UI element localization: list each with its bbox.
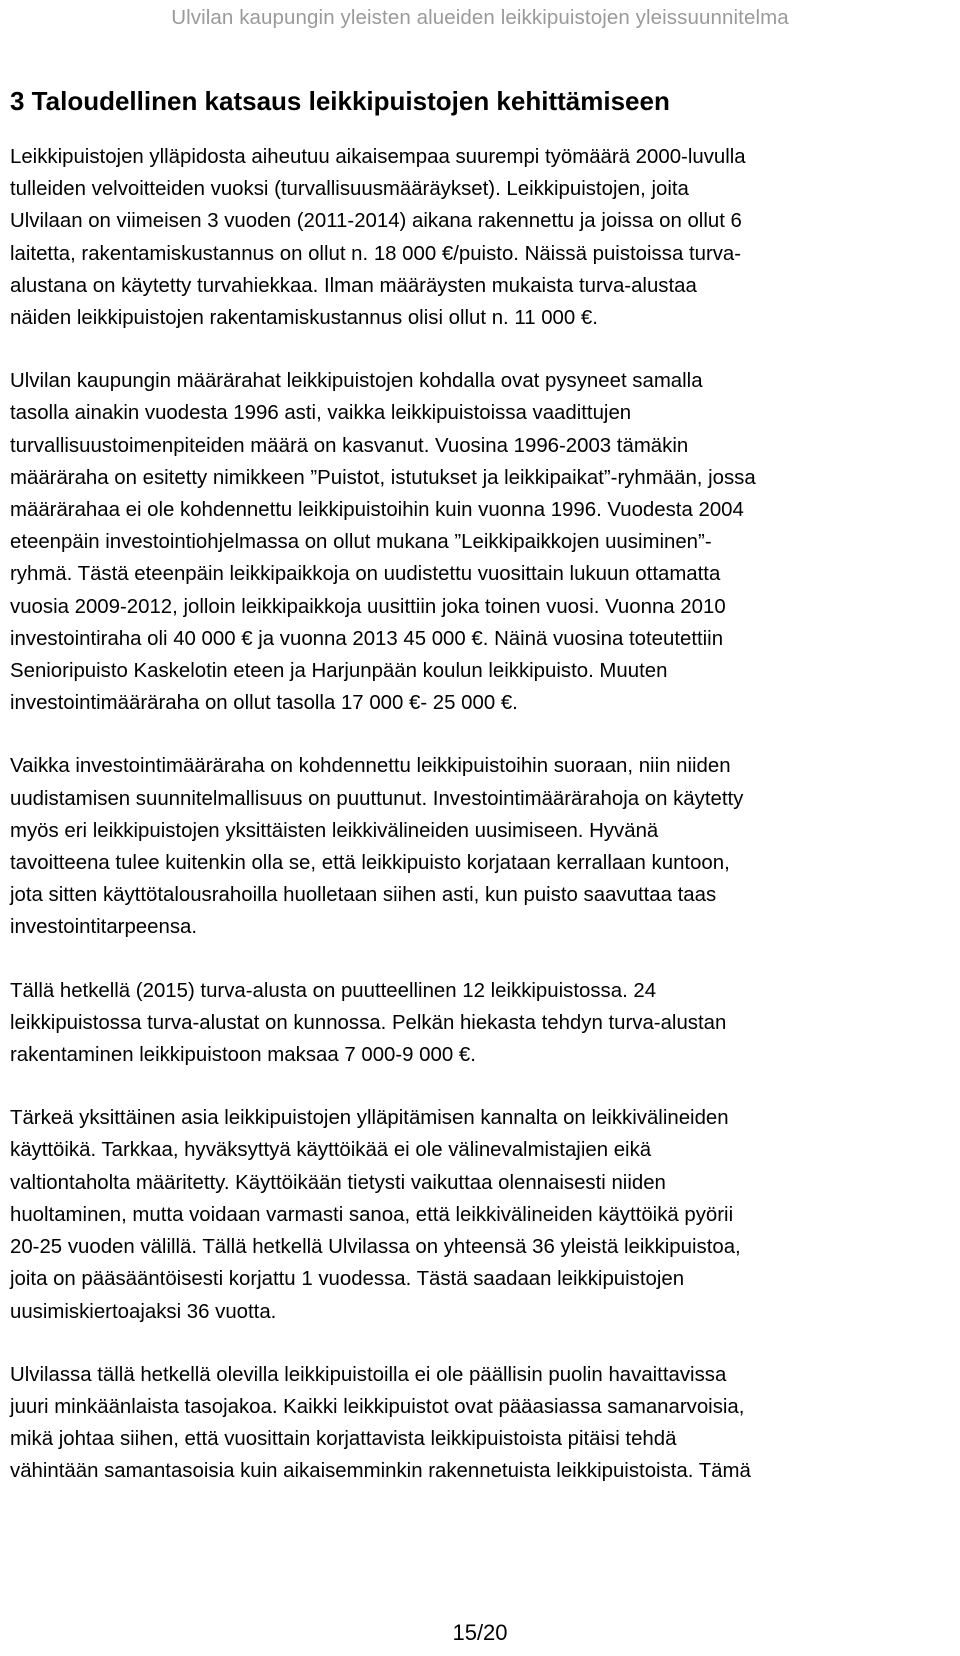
text-line: Ulvilaan on viimeisen 3 vuoden (2011-2014) aikana rakennettu ja joissa on ollut 6 [10, 210, 742, 233]
text-line: Leikkipuistojen ylläpidosta aiheutuu aikaisempaa suurempi työmäärä 2000-luvulla [10, 146, 746, 168]
text-line: huoltaminen, mutta voidaan varmasti sanoa, että leikkivälineiden käyttöikä pyörii [10, 1203, 734, 1226]
text-line: Tärkeä yksittäinen asia leikkipuistojen ylläpitämisen kannalta on leikkivälineiden [10, 1107, 729, 1130]
text-line: käyttöikä. Tarkkaa, hyväksyttyä käyttöikää ei ole välinevalmistajien eikä [10, 1139, 652, 1162]
paragraph [10, 1359, 950, 1488]
paragraph [10, 750, 950, 943]
text-line: juuri minkäänlaista tasojakoa. Kaikki leikkipuistot ovat pääasiassa samanarvoisia, [10, 1395, 745, 1418]
text-line: investointitarpeensa. [10, 916, 198, 939]
text-line: Vaikka investointimääräraha on kohdennettu leikkipuistoihin suoraan, niin niiden [10, 755, 731, 778]
text-line: näiden leikkipuistojen rakentamiskustannus olisi ollut n. 11 000 €. [10, 307, 598, 330]
text-line: rakentaminen leikkipuistoon maksaa 7 000-9 000 €. [10, 1044, 476, 1067]
text-line: eteenpäin investointiohjelmassa on ollut mukana ”Leikkipaikkojen uusiminen”- [10, 531, 712, 554]
text-line: laitetta, rakentamiskustannus on ollut n. 18 000 €/puisto. Näissä puistoissa turva- [10, 242, 742, 265]
text-line: vuosia 2009-2012, jolloin leikkipaikkoja uusittiin joka toinen vuosi. Vuonna 2010 [10, 595, 726, 618]
text-line: jota sitten käyttötalousrahoilla huolletaan siihen asti, kun puisto saavuttaa taas [10, 884, 717, 907]
paragraph [10, 365, 950, 719]
text-line: turvallisuustoimenpiteiden määrä on kasvanut. Vuosina 1996-2003 tämäkin [10, 434, 689, 457]
page-number: 15/20 [452, 1620, 508, 1645]
text-line: Ulvilassa tällä hetkellä olevilla leikkipuistoilla ei ole päällisin puolin havaittavissa [10, 1363, 727, 1386]
text-line: uudistamisen suunnitelmallisuus on puuttunut. Investointimäärärahoja on käytetty [10, 787, 744, 810]
text-line: määrärahaa ei ole kohdennettu leikkipuistoihin kuin vuonna 1996. Vuodesta 2004 [10, 499, 744, 522]
text-line: mikä johtaa siihen, että vuosittain korjattavista leikkipuistoista pitäisi tehdä [10, 1428, 677, 1451]
text-line: alustana on käytetty turvahiekkaa. Ilman määräysten mukaista turva-alustaa [10, 274, 697, 297]
text-line: tavoitteena tulee kuitenkin olla se, että leikkipuisto korjataan kerrallaan kuntoon, [10, 852, 730, 875]
paragraph [10, 1102, 950, 1327]
text-line: investointimääräraha on ollut tasolla 17 000 €- 25 000 €. [10, 692, 518, 715]
text-line: määräraha on esitetty nimikkeen ”Puistot, istutukset ja leikkipaikat”-ryhmään, jossa [10, 466, 756, 489]
text-line: Ulvilan kaupungin määrärahat leikkipuistojen kohdalla ovat pysyneet samalla [10, 370, 703, 393]
text-line: valtiontaholta määritetty. Käyttöikään tietysti vaikuttaa olennaisesti niiden [10, 1171, 666, 1194]
text-line: tulleiden velvoitteiden vuoksi (turvallisuusmääräykset). Leikkipuistojen, joita [10, 178, 689, 201]
text-line: joita on pääsääntöisesti korjattu 1 vuodessa. Tästä saadaan leikkipuistojen [10, 1268, 685, 1291]
text-line: myös eri leikkipuistojen yksittäisten leikkivälineiden uusimiseen. Hyvänä [10, 819, 659, 842]
text-line: Senioripuisto Kaskelotin eteen ja Harjunpään koulun leikkipuisto. Muuten [10, 660, 668, 683]
text-line: vähintään samantasoisia kuin aikaisemminkin rakennetuista leikkipuistoista. Tämä [10, 1460, 751, 1483]
section-title: 3 Taloudellinen katsaus leikkipuistojen kehittämiseen [10, 86, 670, 116]
text-line: 20-25 vuoden välillä. Tällä hetkellä Ulvilassa on yhteensä 36 yleistä leikkipuistoa, [10, 1236, 741, 1259]
running-header: Ulvilan kaupungin yleisten alueiden leikkipuistojen yleissuunnitelma [171, 6, 789, 29]
text-line: investointiraha oli 40 000 € ja vuonna 2013 45 000 €. Näinä vuosina toteutettiin [10, 627, 724, 650]
text-line: uusimiskiertoajaksi 36 vuotta. [10, 1300, 277, 1323]
text-line: tasolla ainakin vuodesta 1996 asti, vaikka leikkipuistoissa vaadittujen [10, 402, 632, 425]
paragraph [10, 975, 950, 1072]
body-text [10, 141, 950, 1519]
text-line: Tällä hetkellä (2015) turva-alusta on puutteellinen 12 leikkipuistossa. 24 [10, 979, 657, 1002]
paragraph [10, 141, 950, 334]
text-line: ryhmä. Tästä eteenpäin leikkipaikkoja on uudistettu vuosittain lukuun ottamatta [10, 563, 721, 586]
text-line: leikkipuistossa turva-alustat on kunnossa. Pelkän hiekasta tehdyn turva-alustan [10, 1011, 727, 1034]
